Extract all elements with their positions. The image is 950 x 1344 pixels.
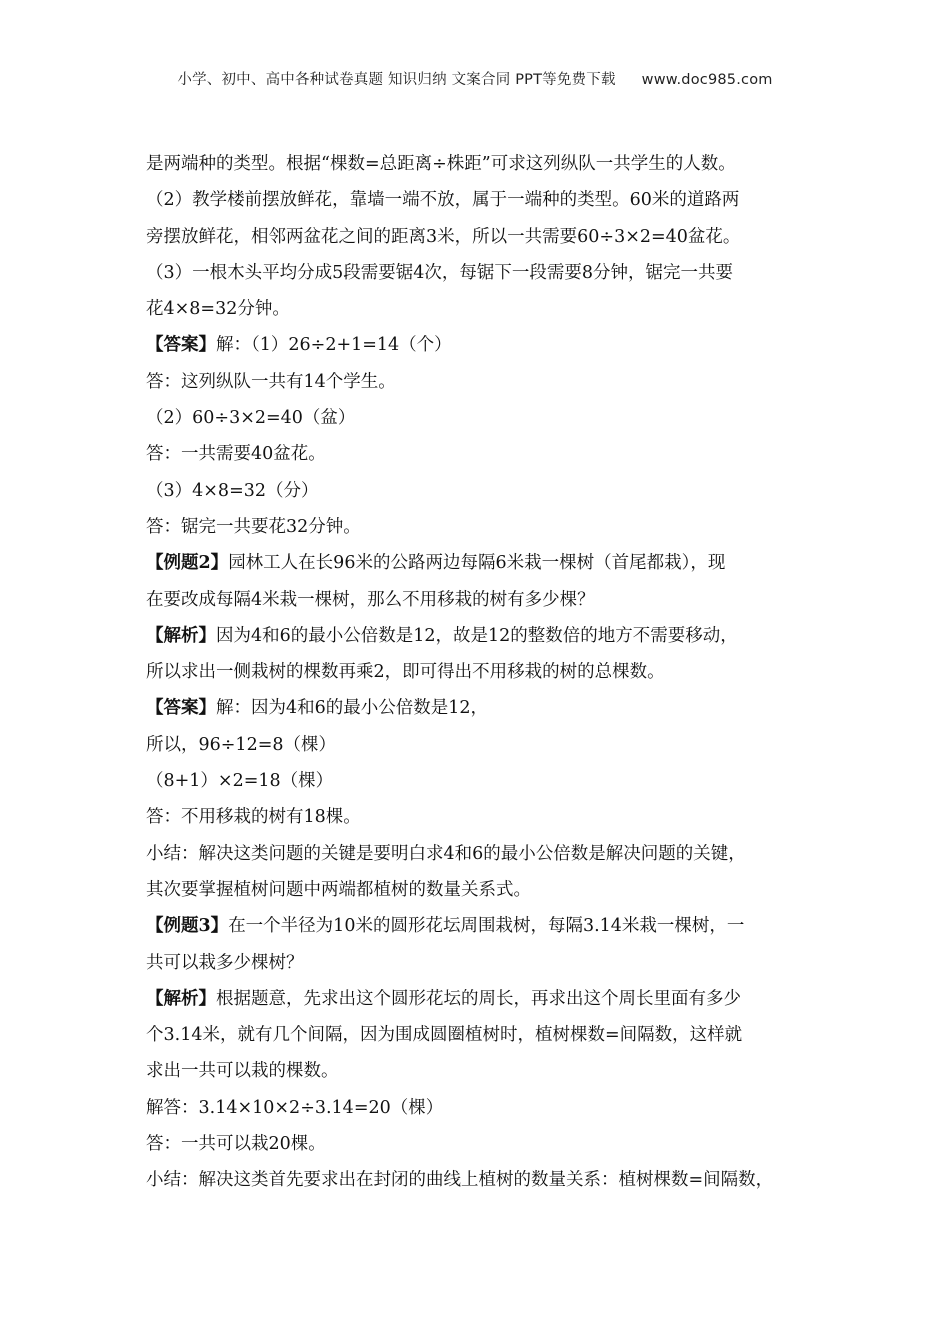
line-text: （3）一根木头平均分成5段需要锯4次，每锯下一段需要8分钟，锯完一共要 <box>146 262 734 283</box>
text-line <box>146 545 814 581</box>
section-tag: 【解析】 <box>146 988 216 1009</box>
line-text: 共可以栽多少棵树？ <box>146 952 304 973</box>
text-line <box>146 945 814 981</box>
text-line <box>146 908 814 944</box>
section-tag: 【例题3】 <box>146 916 229 937</box>
line-text: 园林工人在长96米的公路两边每隔6米栽一棵树（首尾都栽），现 <box>228 553 726 574</box>
text-line <box>146 473 814 509</box>
header-site-link[interactable]: www.doc985.com <box>641 72 773 88</box>
line-text: 解：因为4和6的最小公倍数是12， <box>216 698 489 719</box>
text-line <box>146 690 814 726</box>
text-line <box>146 1090 814 1126</box>
text-line <box>146 582 814 618</box>
page-header <box>0 68 950 89</box>
line-text: 解答：3.14×10×2÷3.14=20（棵） <box>146 1097 444 1118</box>
text-line <box>146 146 814 182</box>
text-line <box>146 509 814 545</box>
text-line <box>146 981 814 1017</box>
text-line <box>146 1017 814 1053</box>
line-text: 个3.14米，就有几个间隔，因为围成圆圈植树时，植树棵数=间隔数，这样就 <box>146 1025 743 1046</box>
text-line <box>146 836 814 872</box>
document-body <box>146 146 814 1199</box>
text-line <box>146 327 814 363</box>
line-text: 答：一共需要40盆花。 <box>146 444 326 465</box>
text-line <box>146 654 814 690</box>
text-line <box>146 436 814 472</box>
header-text: 小学、初中、高中各种试卷真题 知识归纳 文案合同 PPT等免费下载 <box>177 72 616 88</box>
line-text: 所以求出一侧栽树的棵数再乘2，即可得出不用移栽的树的总棵数。 <box>146 662 665 683</box>
text-line <box>146 291 814 327</box>
line-text: 在一个半径为10米的圆形花坛周围栽树，每隔3.14米栽一棵树，一 <box>228 916 745 937</box>
line-text: 花4×8=32分钟。 <box>146 299 290 320</box>
line-text: 答：不用移栽的树有18棵。 <box>146 807 361 828</box>
text-line <box>146 1126 814 1162</box>
text-line <box>146 219 814 255</box>
line-text: （2）教学楼前摆放鲜花，靠墙一端不放，属于一端种的类型。60米的道路两 <box>146 190 740 211</box>
line-text: 其次要掌握植树问题中两端都植树的数量关系式。 <box>146 879 531 900</box>
section-tag: 【例题2】 <box>146 553 229 574</box>
line-text: 在要改成每隔4米栽一棵树，那么不用移栽的树有多少棵？ <box>146 589 595 610</box>
text-line <box>146 872 814 908</box>
text-line <box>146 799 814 835</box>
text-line <box>146 1053 814 1089</box>
line-text: （2）60÷3×2=40（盆） <box>146 408 356 429</box>
line-text: （3）4×8=32（分） <box>146 480 319 501</box>
line-text: 答：锯完一共要花32分钟。 <box>146 516 361 537</box>
section-tag: 【答案】 <box>146 335 216 356</box>
text-line <box>146 1162 814 1198</box>
section-tag: 【答案】 <box>146 698 216 719</box>
text-line <box>146 255 814 291</box>
line-text: （8+1）×2=18（棵） <box>146 771 334 792</box>
line-text: 答：一共可以栽20棵。 <box>146 1134 326 1155</box>
text-line <box>146 182 814 218</box>
line-text: 解：（1）26÷2+1=14（个） <box>216 335 452 356</box>
line-text: 求出一共可以栽的棵数。 <box>146 1061 339 1082</box>
line-text: 因为4和6的最小公倍数是12，故是12的整数倍的地方不需要移动， <box>216 625 738 646</box>
text-line <box>146 364 814 400</box>
line-text: 小结：解决这类首先要求出在封闭的曲线上植树的数量关系：植树棵数=间隔数， <box>146 1170 774 1191</box>
line-text: 所以，96÷12=8（棵） <box>146 734 336 755</box>
text-line <box>146 727 814 763</box>
text-line <box>146 618 814 654</box>
line-text: 答：这列纵队一共有14个学生。 <box>146 371 396 392</box>
line-text: 旁摆放鲜花，相邻两盆花之间的距离3米，所以一共需要60÷3×2=40盆花。 <box>146 226 741 247</box>
line-text: 根据题意，先求出这个圆形花坛的周长，再求出这个周长里面有多少 <box>216 988 741 1009</box>
line-text: 是两端种的类型。根据“棵数=总距离÷株距”可求这列纵队一共学生的人数。 <box>146 154 736 174</box>
section-tag: 【解析】 <box>146 625 216 646</box>
line-text: 小结：解决这类问题的关键是要明白求4和6的最小公倍数是解决问题的关键， <box>146 843 746 864</box>
text-line <box>146 763 814 799</box>
text-line <box>146 400 814 436</box>
